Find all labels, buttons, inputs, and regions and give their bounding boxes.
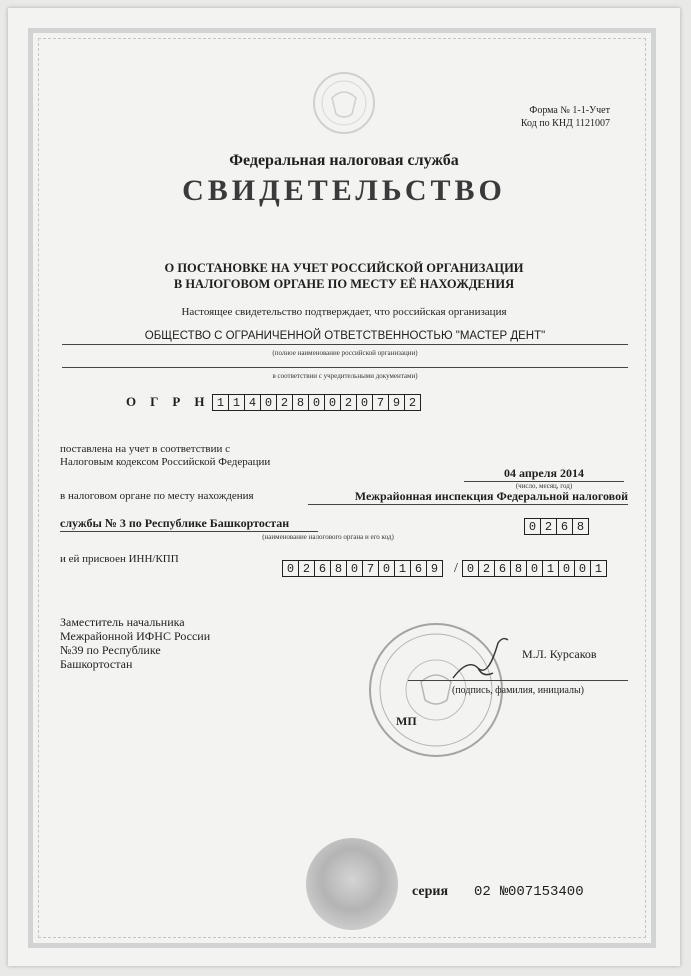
kpp-digit: 6 <box>494 560 511 577</box>
signature-icon <box>448 628 518 693</box>
tax-authority-line-1: Межрайонная инспекция Федеральной налоговой <box>308 489 628 505</box>
knd-code: Код по КНД 1121007 <box>520 118 610 129</box>
kpp-digit: 0 <box>558 560 575 577</box>
ogrn-digit: 0 <box>324 394 341 411</box>
authority-caption: (наименование налогового органа и его код) <box>262 533 394 541</box>
ogrn-digit: 7 <box>372 394 389 411</box>
document-subtitle <box>8 260 680 292</box>
kpp-digit: 8 <box>510 560 527 577</box>
inn-digit: 2 <box>298 560 315 577</box>
ogrn-digit: 2 <box>404 394 421 411</box>
inn-kpp-label: и ей присвоен ИНН/КПП <box>60 553 179 565</box>
authority-code-digit: 0 <box>524 518 541 535</box>
document-title: СВИДЕТЕЛЬСТВО <box>182 174 506 207</box>
position-line-3: №39 по Республике <box>60 643 161 657</box>
signatory-name: М.Л. Курсаков <box>522 647 597 661</box>
organization-line <box>62 366 628 368</box>
inn-digit: 1 <box>394 560 411 577</box>
inn-kpp-separator: / <box>454 561 458 576</box>
ogrn-label: ОГРН <box>126 394 219 409</box>
ogrn-digit: 2 <box>340 394 357 411</box>
certificate-sheet <box>8 8 680 966</box>
organization-caption: (полное наименование российской организации) <box>272 349 418 357</box>
subtitle-line-2: В НАЛОГОВОМ ОРГАНЕ ПО МЕСТУ ЕЁ НАХОЖДЕНИЯ <box>173 277 515 291</box>
ogrn-digit: 0 <box>260 394 277 411</box>
place-label: в налоговом органе по месту нахождения <box>60 490 254 502</box>
registration-basis <box>60 443 270 469</box>
organization-name: ОБЩЕСТВО С ОГРАНИЧЕННОЙ ОТВЕТСТВЕННОСТЬЮ "МАСТЕР ДЕНТ" <box>62 330 628 345</box>
confirm-text: Настоящее свидетельство подтверждает, что российская организация <box>181 306 507 318</box>
ogrn-digit: 1 <box>212 394 229 411</box>
authority-code-digit: 2 <box>540 518 557 535</box>
hologram-seal-icon <box>302 834 402 939</box>
signatory-position <box>60 615 210 671</box>
kpp-cells <box>463 560 607 577</box>
inn-digit: 0 <box>378 560 395 577</box>
authority-code-digit: 8 <box>572 518 589 535</box>
registration-line-2: Налоговым кодексом Российской Федерации <box>60 456 271 468</box>
inn-cells <box>283 560 443 577</box>
number-sign: № <box>500 884 509 900</box>
inn-digit: 6 <box>314 560 331 577</box>
coat-of-arms-icon <box>304 68 384 143</box>
inn-digit: 6 <box>410 560 427 577</box>
kpp-digit: 2 <box>478 560 495 577</box>
tax-authority-line-2: службы № 3 по Республике Башкортостан <box>60 516 318 532</box>
kpp-digit: 1 <box>590 560 607 577</box>
ogrn-cells <box>213 394 421 411</box>
signature-caption: (подпись, фамилия, инициалы) <box>451 685 585 696</box>
seal-place-label: МП <box>396 714 417 728</box>
ogrn-digit: 4 <box>244 394 261 411</box>
ogrn-digit: 8 <box>292 394 309 411</box>
date-caption: (число, месяц, год) <box>515 482 573 490</box>
series-label: серия <box>412 884 449 899</box>
authority-code-digit: 6 <box>556 518 573 535</box>
kpp-digit: 0 <box>462 560 479 577</box>
kpp-digit: 1 <box>542 560 559 577</box>
form-code <box>521 104 610 130</box>
serial-number: 007153400 <box>508 884 584 900</box>
registration-line-1: поставлена на учет в соответствии с <box>60 443 231 455</box>
inn-digit: 8 <box>330 560 347 577</box>
position-line-4: Башкортостан <box>60 657 133 671</box>
kpp-digit: 0 <box>574 560 591 577</box>
inn-digit: 9 <box>426 560 443 577</box>
registration-date: 04 апреля 2014 <box>464 466 624 482</box>
ogrn-digit: 9 <box>388 394 405 411</box>
ogrn-digit: 0 <box>356 394 373 411</box>
ogrn-digit: 1 <box>228 394 245 411</box>
inn-digit: 0 <box>282 560 299 577</box>
series-number: 02 <box>474 884 491 900</box>
authority-code-cells <box>525 518 589 535</box>
position-line-1: Заместитель начальника <box>60 615 185 629</box>
subtitle-line-1: О ПОСТАНОВКЕ НА УЧЕТ РОССИЙСКОЙ ОРГАНИЗАЦИИ <box>164 261 524 275</box>
signature-line <box>408 680 628 681</box>
agency-name: Федеральная налоговая служба <box>229 152 459 169</box>
inn-digit: 0 <box>346 560 363 577</box>
inn-digit: 7 <box>362 560 379 577</box>
position-line-2: Межрайонной ИФНС России <box>60 629 211 643</box>
ogrn-digit: 0 <box>308 394 325 411</box>
form-number: Форма № 1-1-Учет <box>529 105 610 116</box>
ogrn-digit: 2 <box>276 394 293 411</box>
organization-caption-2: в соответствии с учредительными документами) <box>272 372 418 380</box>
kpp-digit: 0 <box>526 560 543 577</box>
